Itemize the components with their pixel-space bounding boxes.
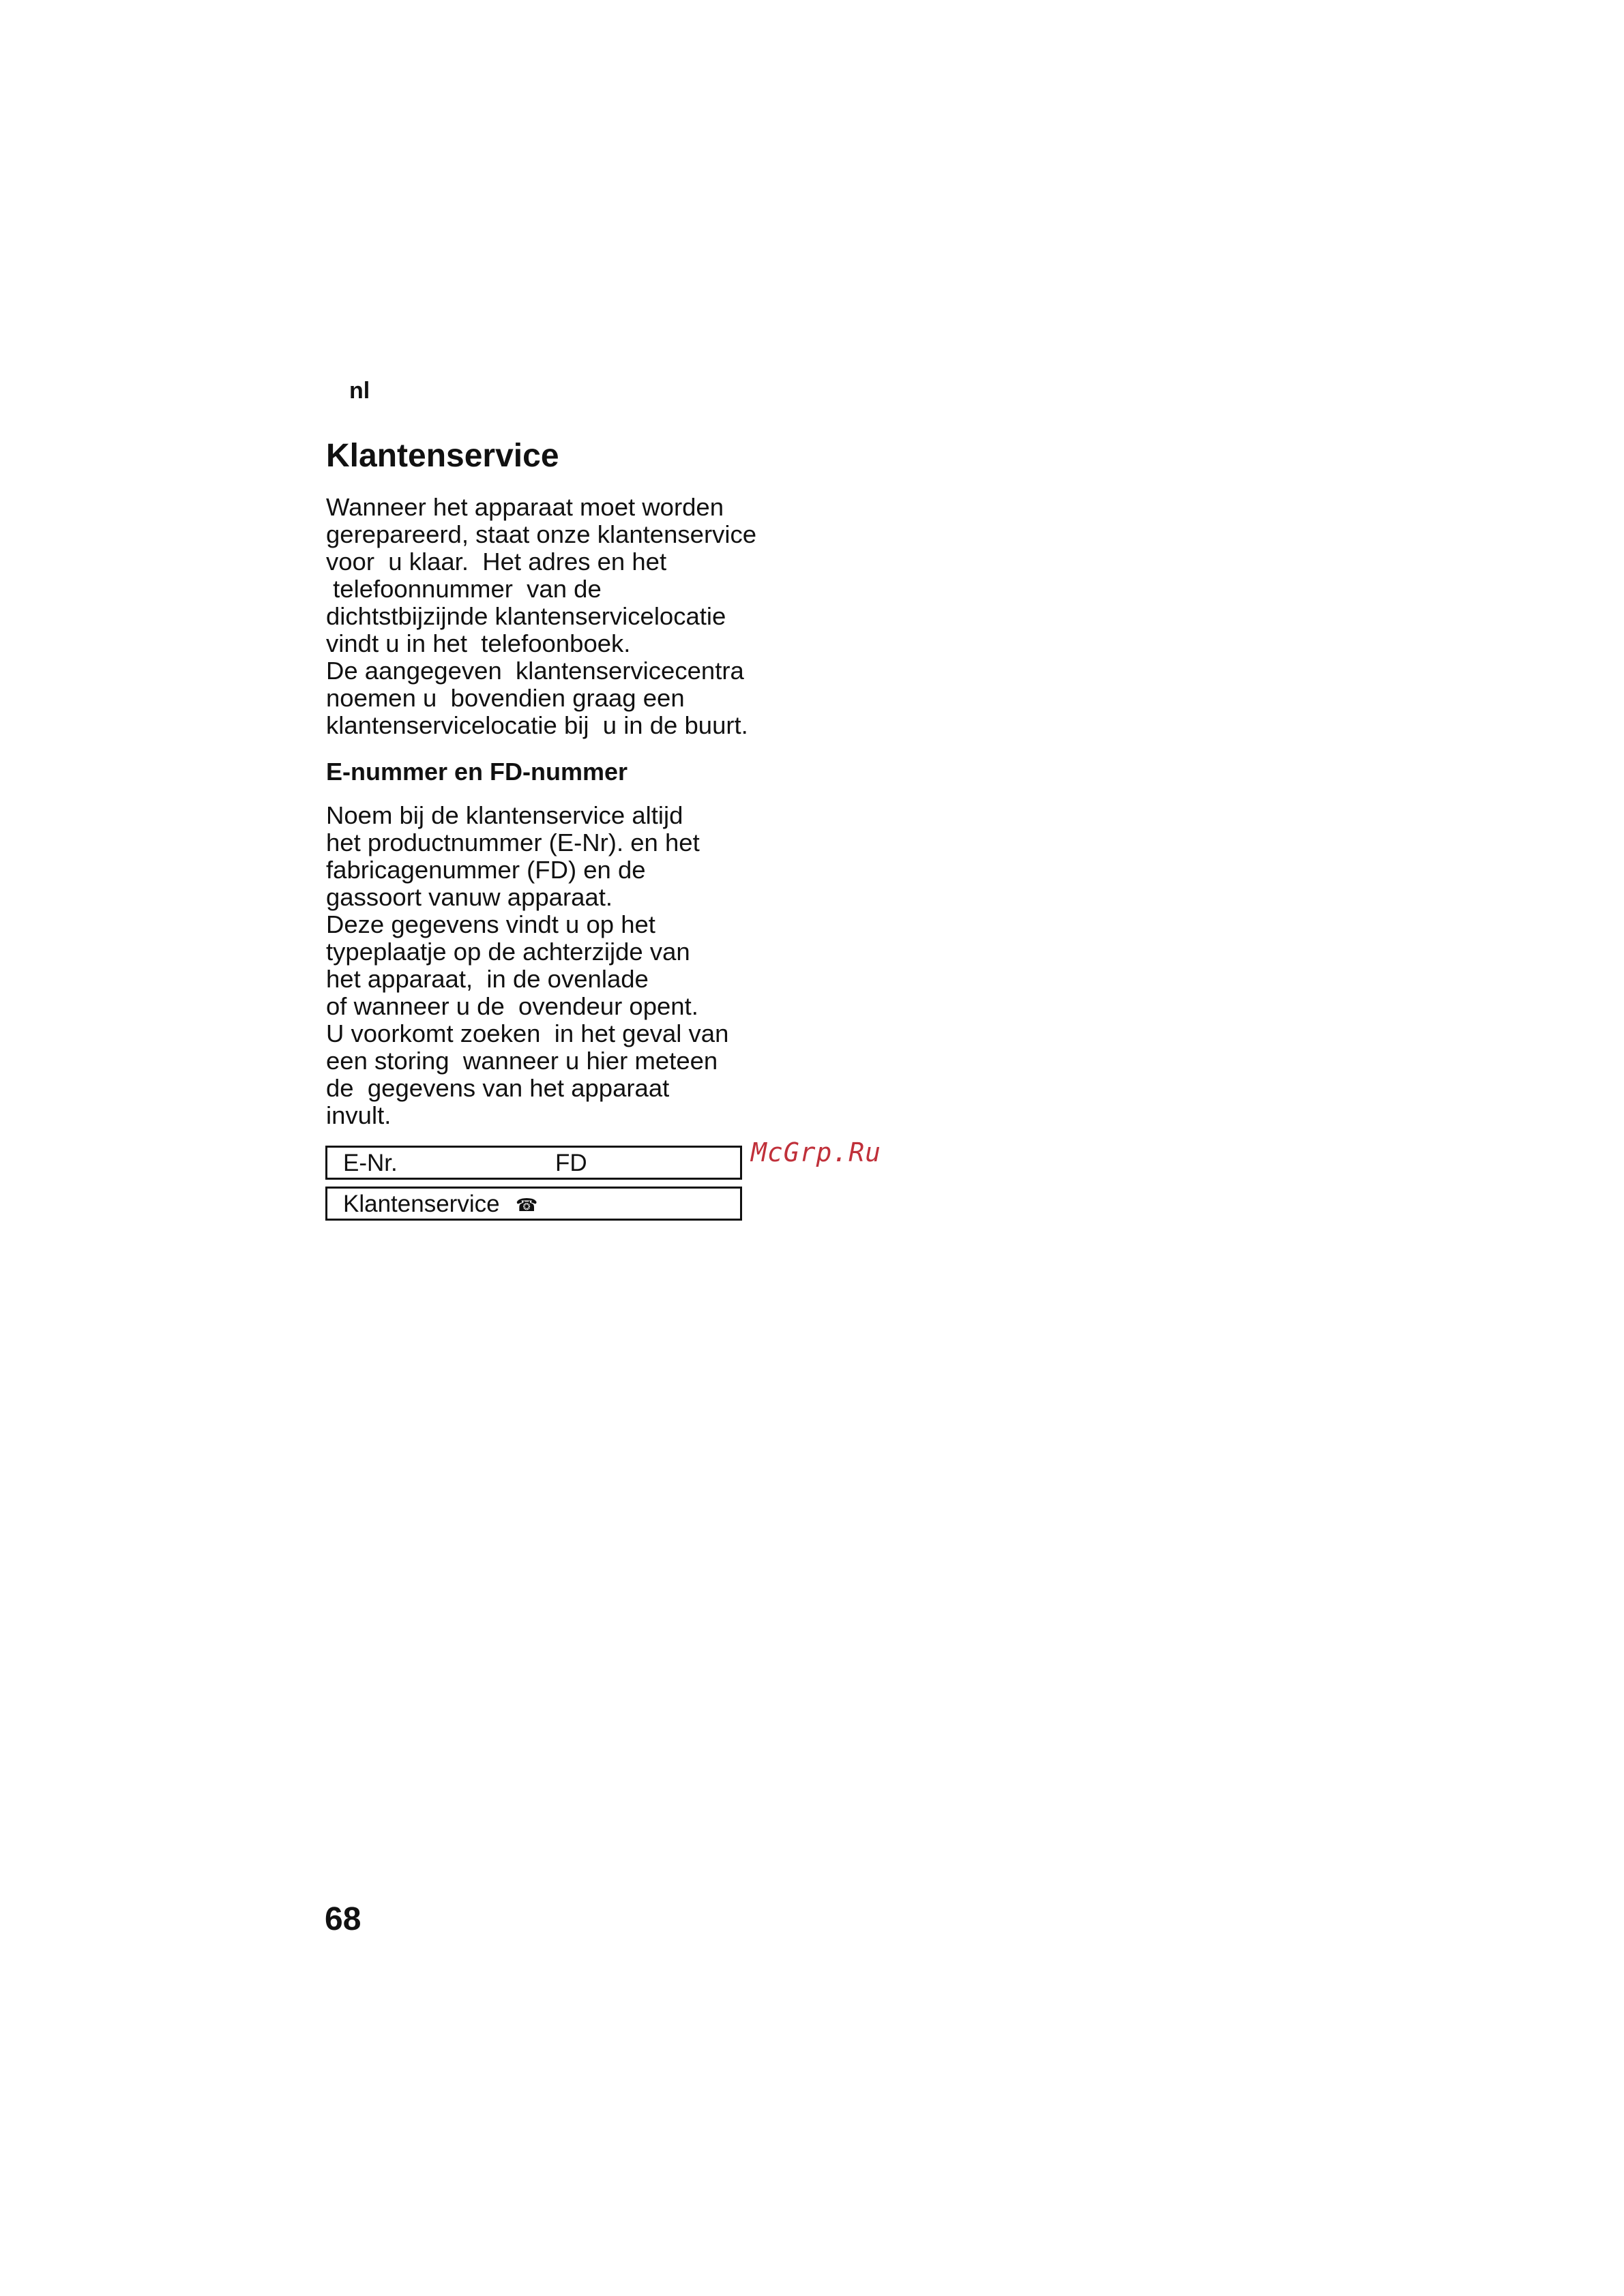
text-line: Deze gegevens vindt u op het	[326, 910, 655, 938]
text-line: dichtstbijzijnde klantenservicelocatie	[326, 602, 726, 630]
text-line: klantenservicelocatie bij u in de buurt.	[326, 711, 748, 739]
language-code: nl	[349, 378, 370, 404]
fd-label: FD	[555, 1150, 587, 1176]
text-line: of wanneer u de ovendeur opent.	[326, 992, 698, 1020]
text-line: telefoonnummer van de	[326, 575, 602, 603]
text-line: het productnummer (E-Nr). en het	[326, 829, 700, 856]
text-line: fabricagenummer (FD) en de	[326, 856, 646, 884]
enr-label: E-Nr.	[343, 1150, 398, 1176]
text-line: De aangegeven klantenservicecentra	[326, 657, 744, 685]
text-line: gerepareerd, staat onze klantenservice	[326, 520, 757, 548]
subsection-title: E-nummer en FD-nummer	[326, 758, 628, 786]
watermark: McGrp.Ru	[751, 1137, 882, 1167]
text-line: Noem bij de klantenservice altijd	[326, 801, 683, 829]
enr-fd-field-box[interactable]	[325, 1146, 742, 1180]
text-line: typeplaatje op de achterzijde van	[326, 938, 690, 966]
text-line: het apparaat, in de ovenlade	[326, 965, 649, 993]
text-line: invult.	[326, 1101, 392, 1129]
page-number: 68	[325, 1901, 361, 1937]
text-line: gassoort vanuw apparaat.	[326, 883, 613, 911]
intro-paragraph	[326, 494, 756, 739]
service-label: Klantenservice	[343, 1191, 500, 1217]
text-line: noemen u bovendien graag een	[326, 684, 685, 712]
text-line: vindt u in het telefoonboek.	[326, 629, 631, 657]
numbers-paragraph	[326, 802, 728, 1129]
text-line: Wanneer het apparaat moet worden	[326, 493, 724, 521]
text-line: U voorkomt zoeken in het geval van	[326, 1019, 729, 1047]
text-line: een storing wanneer u hier meteen	[326, 1047, 718, 1075]
text-line: voor u klaar. Het adres en het	[326, 548, 667, 576]
service-phone-field-box[interactable]	[325, 1187, 742, 1221]
section-title: Klantenservice	[326, 438, 559, 474]
telephone-icon: ☎	[516, 1195, 538, 1215]
text-line: de gegevens van het apparaat	[326, 1074, 670, 1102]
